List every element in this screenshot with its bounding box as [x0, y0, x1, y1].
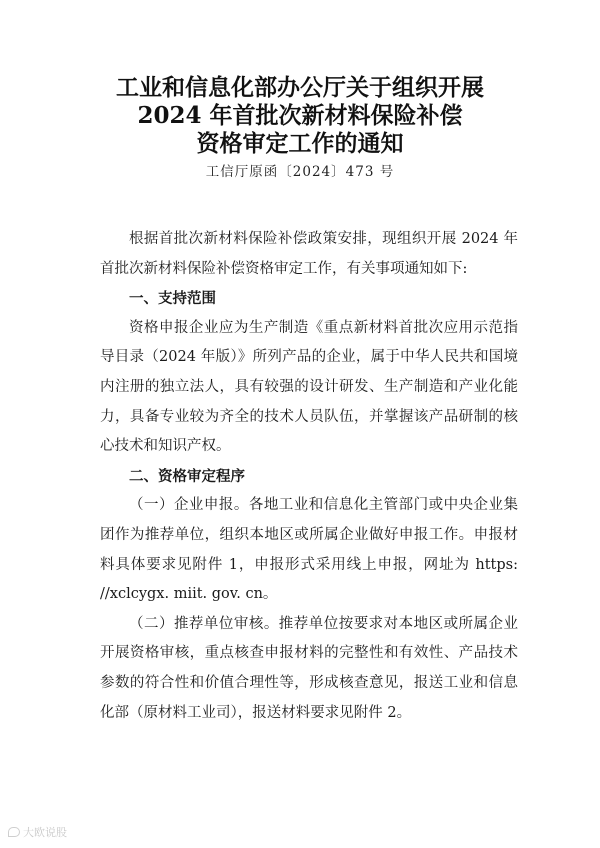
intro-paragraph: 根据首批次新材料保险补偿政策安排，现组织开展 2024 年首批次新材料保险补偿资格审定工作，有关事项通知如下:	[100, 231, 518, 277]
watermark	[8, 824, 67, 840]
section-2-item-2: （二）推荐单位审核。推荐单位按要求对本地区或所属企业开展资格审核，重点核查申报材料的完整性和有效性、产品技术参数的符合性和价值合理性等，形成核查意见，报送工业和信息化部（原材料工业司），报送材料要求见附件 2。	[100, 615, 518, 721]
title-line-1: 工业和信息化部办公厅关于组织开展	[116, 74, 484, 101]
chat-bubble-icon	[8, 827, 20, 837]
document-title	[0, 74, 600, 158]
section-1-heading: 一、支持范围	[129, 290, 216, 308]
section-1-paragraph: 资格申报企业应为生产制造《重点新材料首批次应用示范指导目录（2024 年版）》所列产品的企业，属于中华人民共和国境内注册的独立法人，具有较强的设计研发、生产制造和产业化能力，具备专业较为齐全的技术人员队伍，并掌握该产品研制的核心技术和知识产权。	[100, 319, 518, 455]
document-number: 工信厅原函〔2024〕473 号	[205, 164, 395, 180]
title-line-2: 2024 年首批次新材料保险补偿	[137, 102, 463, 129]
section-2-item-1: （一）企业申报。各地工业和信息化主管部门或中央企业集团作为推荐单位，组织本地区或所属企业做好申报工作。申报材料具体要求见附件 1，申报形式采用线上申报，网址为 https: //xclcygx. miit. gov. cn。	[100, 497, 518, 603]
section-2-heading: 二、资格审定程序	[129, 467, 245, 485]
document-body	[100, 225, 518, 728]
watermark-text: 大欧说股	[23, 826, 67, 839]
title-line-3: 资格审定工作的通知	[196, 130, 404, 157]
